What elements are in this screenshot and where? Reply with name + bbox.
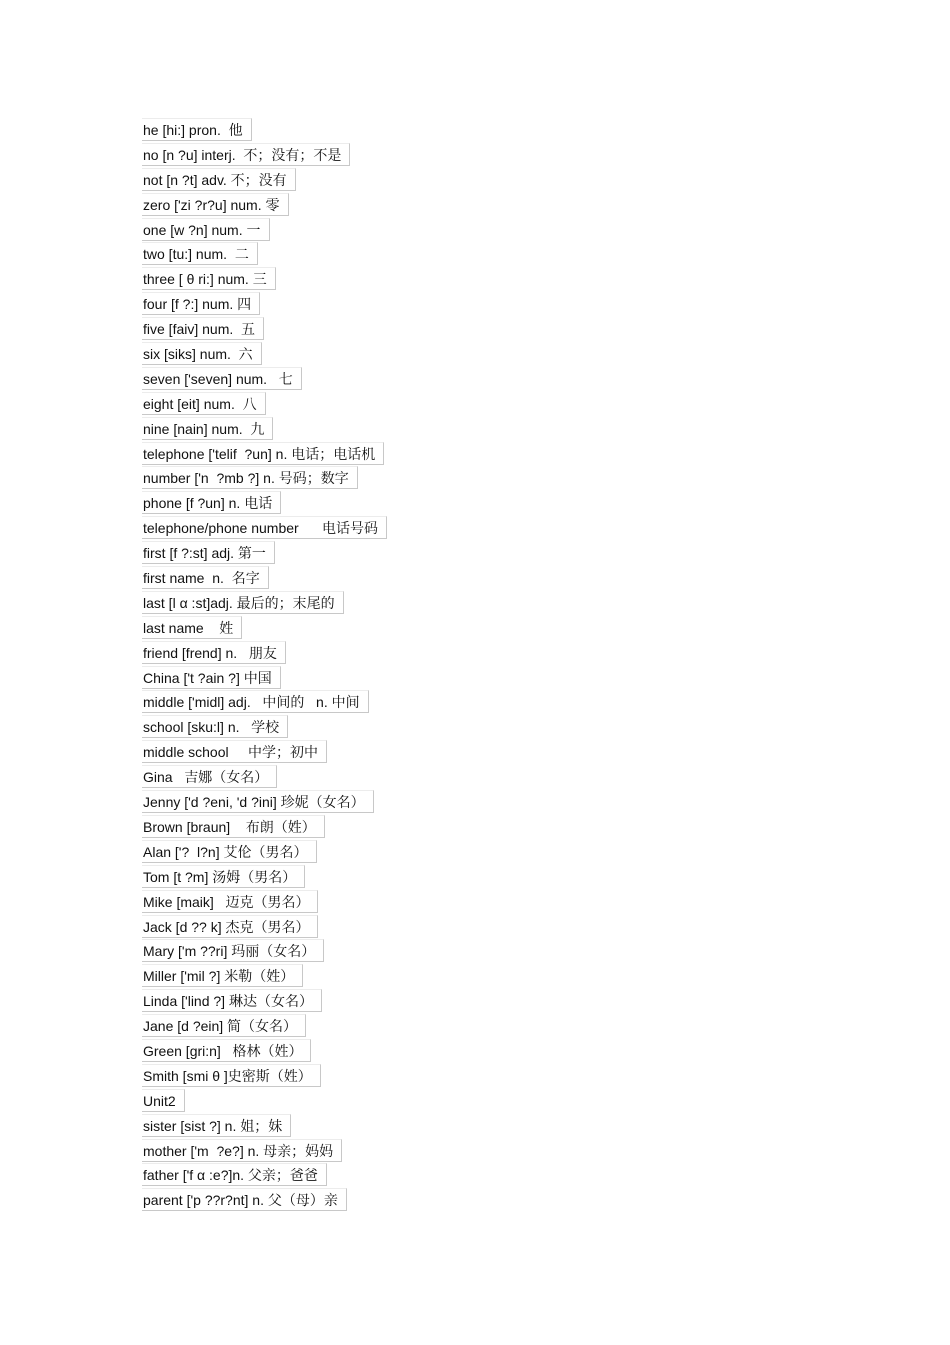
vocab-entry (142, 1064, 662, 1089)
vocab-entry-text: Mary ['m ??ri] 玛丽（女名） (142, 939, 324, 962)
vocab-entry (142, 591, 662, 616)
vocab-entry-text: first [f ?:st] adj. 第一 (142, 541, 275, 564)
vocab-entry (142, 964, 662, 989)
vocab-entry-text: middle school 中学；初中 (142, 740, 327, 763)
vocab-entry-text: nine [nain] num. 九 (142, 417, 273, 440)
vocab-entry (142, 1188, 662, 1213)
vocab-entry (142, 218, 662, 243)
vocab-entry-text: China ['t ?ain ?] 中国 (142, 666, 281, 689)
vocab-entry (142, 1014, 662, 1039)
vocab-entry (142, 292, 662, 317)
vocab-entry-text: first name n. 名字 (142, 566, 269, 589)
vocab-entry-text: no [n ?u] interj. 不；没有；不是 (142, 143, 350, 166)
vocab-entry-text: Gina 吉娜（女名） (142, 765, 277, 788)
vocab-entry-text: Smith [smi θ ]史密斯（姓） (142, 1064, 321, 1087)
vocab-entry (142, 193, 662, 218)
unit-heading (142, 1089, 662, 1114)
vocab-entry-text: mother ['m ?e?] n. 母亲；妈妈 (142, 1139, 342, 1162)
vocab-entry-text: Miller ['mil ?] 米勒（姓） (142, 964, 303, 987)
vocab-entry-text: Green [gri:n] 格林（姓） (142, 1039, 311, 1062)
vocab-entry-text: school [sku:l] n. 学校 (142, 715, 288, 738)
vocab-entry (142, 516, 662, 541)
vocab-entry (142, 815, 662, 840)
vocab-entry-text: five [faiv] num. 五 (142, 317, 264, 340)
vocab-entry-text: parent ['p ??r?nt] n. 父（母）亲 (142, 1188, 347, 1211)
vocab-entry-text: eight [eit] num. 八 (142, 392, 266, 415)
vocab-entry (142, 1139, 662, 1164)
vocab-entry (142, 641, 662, 666)
vocab-entry-text: Alan ['? l?n] 艾伦（男名） (142, 840, 317, 863)
vocab-entry-text: Jane [d ?ein] 简（女名） (142, 1014, 306, 1037)
vocab-entry (142, 616, 662, 641)
vocab-entry-text: Mike [maik] 迈克（男名） (142, 890, 318, 913)
unit-heading-text: Unit2 (142, 1089, 185, 1112)
vocab-entry (142, 989, 662, 1014)
vocab-entry (142, 1114, 662, 1139)
vocabulary-list (142, 118, 662, 1213)
vocab-entry (142, 840, 662, 865)
vocab-entry (142, 541, 662, 566)
vocab-entry-text: last [l α :st]adj. 最后的；末尾的 (142, 591, 344, 614)
vocab-entry-text: Jack [d ?? k] 杰克（男名） (142, 915, 318, 938)
vocab-entry (142, 566, 662, 591)
vocab-entry (142, 143, 662, 168)
vocab-entry-text: phone [f ?un] n. 电话 (142, 491, 281, 514)
vocab-entry (142, 342, 662, 367)
vocab-entry-text: middle ['midl] adj. 中间的 n. 中间 (142, 690, 369, 713)
vocab-entry-text: number ['n ?mb ?] n. 号码；数字 (142, 466, 358, 489)
vocab-entry-text: one [w ?n] num. 一 (142, 218, 270, 241)
vocab-entry (142, 865, 662, 890)
vocab-entry (142, 890, 662, 915)
vocab-entry-text: not [n ?t] adv. 不；没有 (142, 168, 296, 191)
vocab-entry (142, 666, 662, 691)
vocab-entry (142, 242, 662, 267)
vocab-entry-text: sister [sist ?] n. 姐；妹 (142, 1114, 291, 1137)
vocab-entry (142, 1163, 662, 1188)
vocab-entry (142, 442, 662, 467)
vocab-entry-text: Brown [braun] 布朗（姓） (142, 815, 325, 838)
vocab-entry-text: zero ['zi ?r?u] num. 零 (142, 193, 289, 216)
vocab-entry (142, 367, 662, 392)
vocab-entry (142, 466, 662, 491)
vocab-entry-text: four [f ?:] num. 四 (142, 292, 260, 315)
vocab-entry (142, 765, 662, 790)
vocab-entry-text: seven ['seven] num. 七 (142, 367, 302, 390)
vocab-entry-text: three [ θ ri:] num. 三 (142, 267, 276, 290)
vocab-entry (142, 392, 662, 417)
vocab-entry (142, 790, 662, 815)
vocab-entry-text: friend [frend] n. 朋友 (142, 641, 286, 664)
vocab-entry-text: he [hi:] pron. 他 (142, 118, 252, 141)
vocab-entry (142, 267, 662, 292)
vocab-entry-text: last name 姓 (142, 616, 242, 639)
vocab-entry (142, 417, 662, 442)
vocab-entry (142, 740, 662, 765)
vocab-entry (142, 690, 662, 715)
vocab-entry (142, 939, 662, 964)
vocab-entry-text: Jenny ['d ?eni, 'd ?ini] 珍妮（女名） (142, 790, 374, 813)
vocab-entry (142, 491, 662, 516)
vocab-entry-text: telephone ['telif ?un] n. 电话；电话机 (142, 442, 384, 465)
vocab-entry (142, 317, 662, 342)
vocab-entry (142, 915, 662, 940)
vocab-entry-text: father ['f α :e?]n. 父亲；爸爸 (142, 1163, 327, 1186)
vocab-entry (142, 168, 662, 193)
vocab-entry-text: telephone/phone number 电话号码 (142, 516, 387, 539)
vocab-entry-text: Tom [t ?m] 汤姆（男名） (142, 865, 305, 888)
vocab-entry-text: Linda ['lind ?] 琳达（女名） (142, 989, 322, 1012)
vocab-entry (142, 1039, 662, 1064)
vocab-entry-text: six [siks] num. 六 (142, 342, 262, 365)
vocab-entry (142, 118, 662, 143)
vocab-entry (142, 715, 662, 740)
vocab-entry-text: two [tu:] num. 二 (142, 242, 258, 265)
